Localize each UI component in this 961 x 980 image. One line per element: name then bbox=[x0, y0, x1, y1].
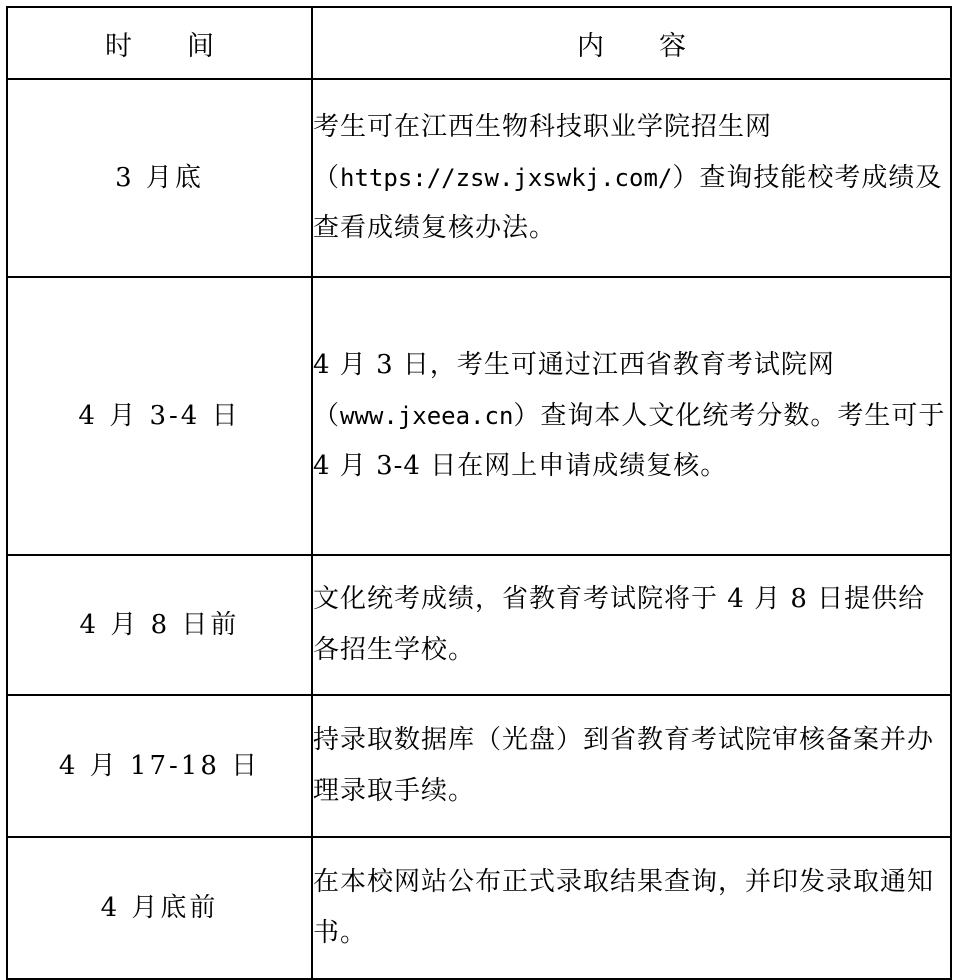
body-text: ）查询本人文化统考分数。考生可于 4 月 3-4 日在网上申请成绩复核。 bbox=[313, 400, 946, 482]
body-text: 在本校网站公布正式录取结果查询，并印发录取通知书。 bbox=[313, 867, 935, 948]
body-text: 考生可在江西生物科技职业学院招生网（ bbox=[313, 111, 773, 193]
cell-content bbox=[312, 695, 951, 837]
url-text: https://zsw.jxswkj.com/ bbox=[340, 163, 673, 192]
cell-time: 3 月底 bbox=[7, 79, 312, 277]
document-page bbox=[0, 6, 961, 976]
cell-time: 4 月 8 日前 bbox=[7, 555, 312, 695]
body-text: ）查询技能校考成绩及查看成绩复核办法。 bbox=[313, 162, 943, 244]
table-header-row bbox=[7, 7, 951, 79]
schedule-table bbox=[6, 6, 952, 980]
column-header-content: 内 容 bbox=[312, 7, 951, 79]
table-row bbox=[7, 555, 951, 695]
cell-content bbox=[312, 555, 951, 695]
table-row bbox=[7, 277, 951, 555]
cell-time: 4 月 17-18 日 bbox=[7, 695, 312, 837]
body-text: 4 月 3 日，考生可通过江西省教育考试院网（ bbox=[313, 349, 835, 431]
table-row bbox=[7, 79, 951, 277]
table-row bbox=[7, 837, 951, 979]
url-text: www.jxeea.cn bbox=[340, 401, 514, 430]
cell-content bbox=[312, 277, 951, 555]
cell-content bbox=[312, 837, 951, 979]
cell-time: 4 月 3-4 日 bbox=[7, 277, 312, 555]
body-text: 持录取数据库（光盘）到省教育考试院审核备案并办理录取手续。 bbox=[313, 725, 935, 806]
cell-content bbox=[312, 79, 951, 277]
table-row bbox=[7, 695, 951, 837]
column-header-time: 时 间 bbox=[7, 7, 312, 79]
body-text: 文化统考成绩，省教育考试院将于 4 月 8 日提供给各招生学校。 bbox=[313, 584, 926, 665]
cell-time: 4 月底前 bbox=[7, 837, 312, 979]
